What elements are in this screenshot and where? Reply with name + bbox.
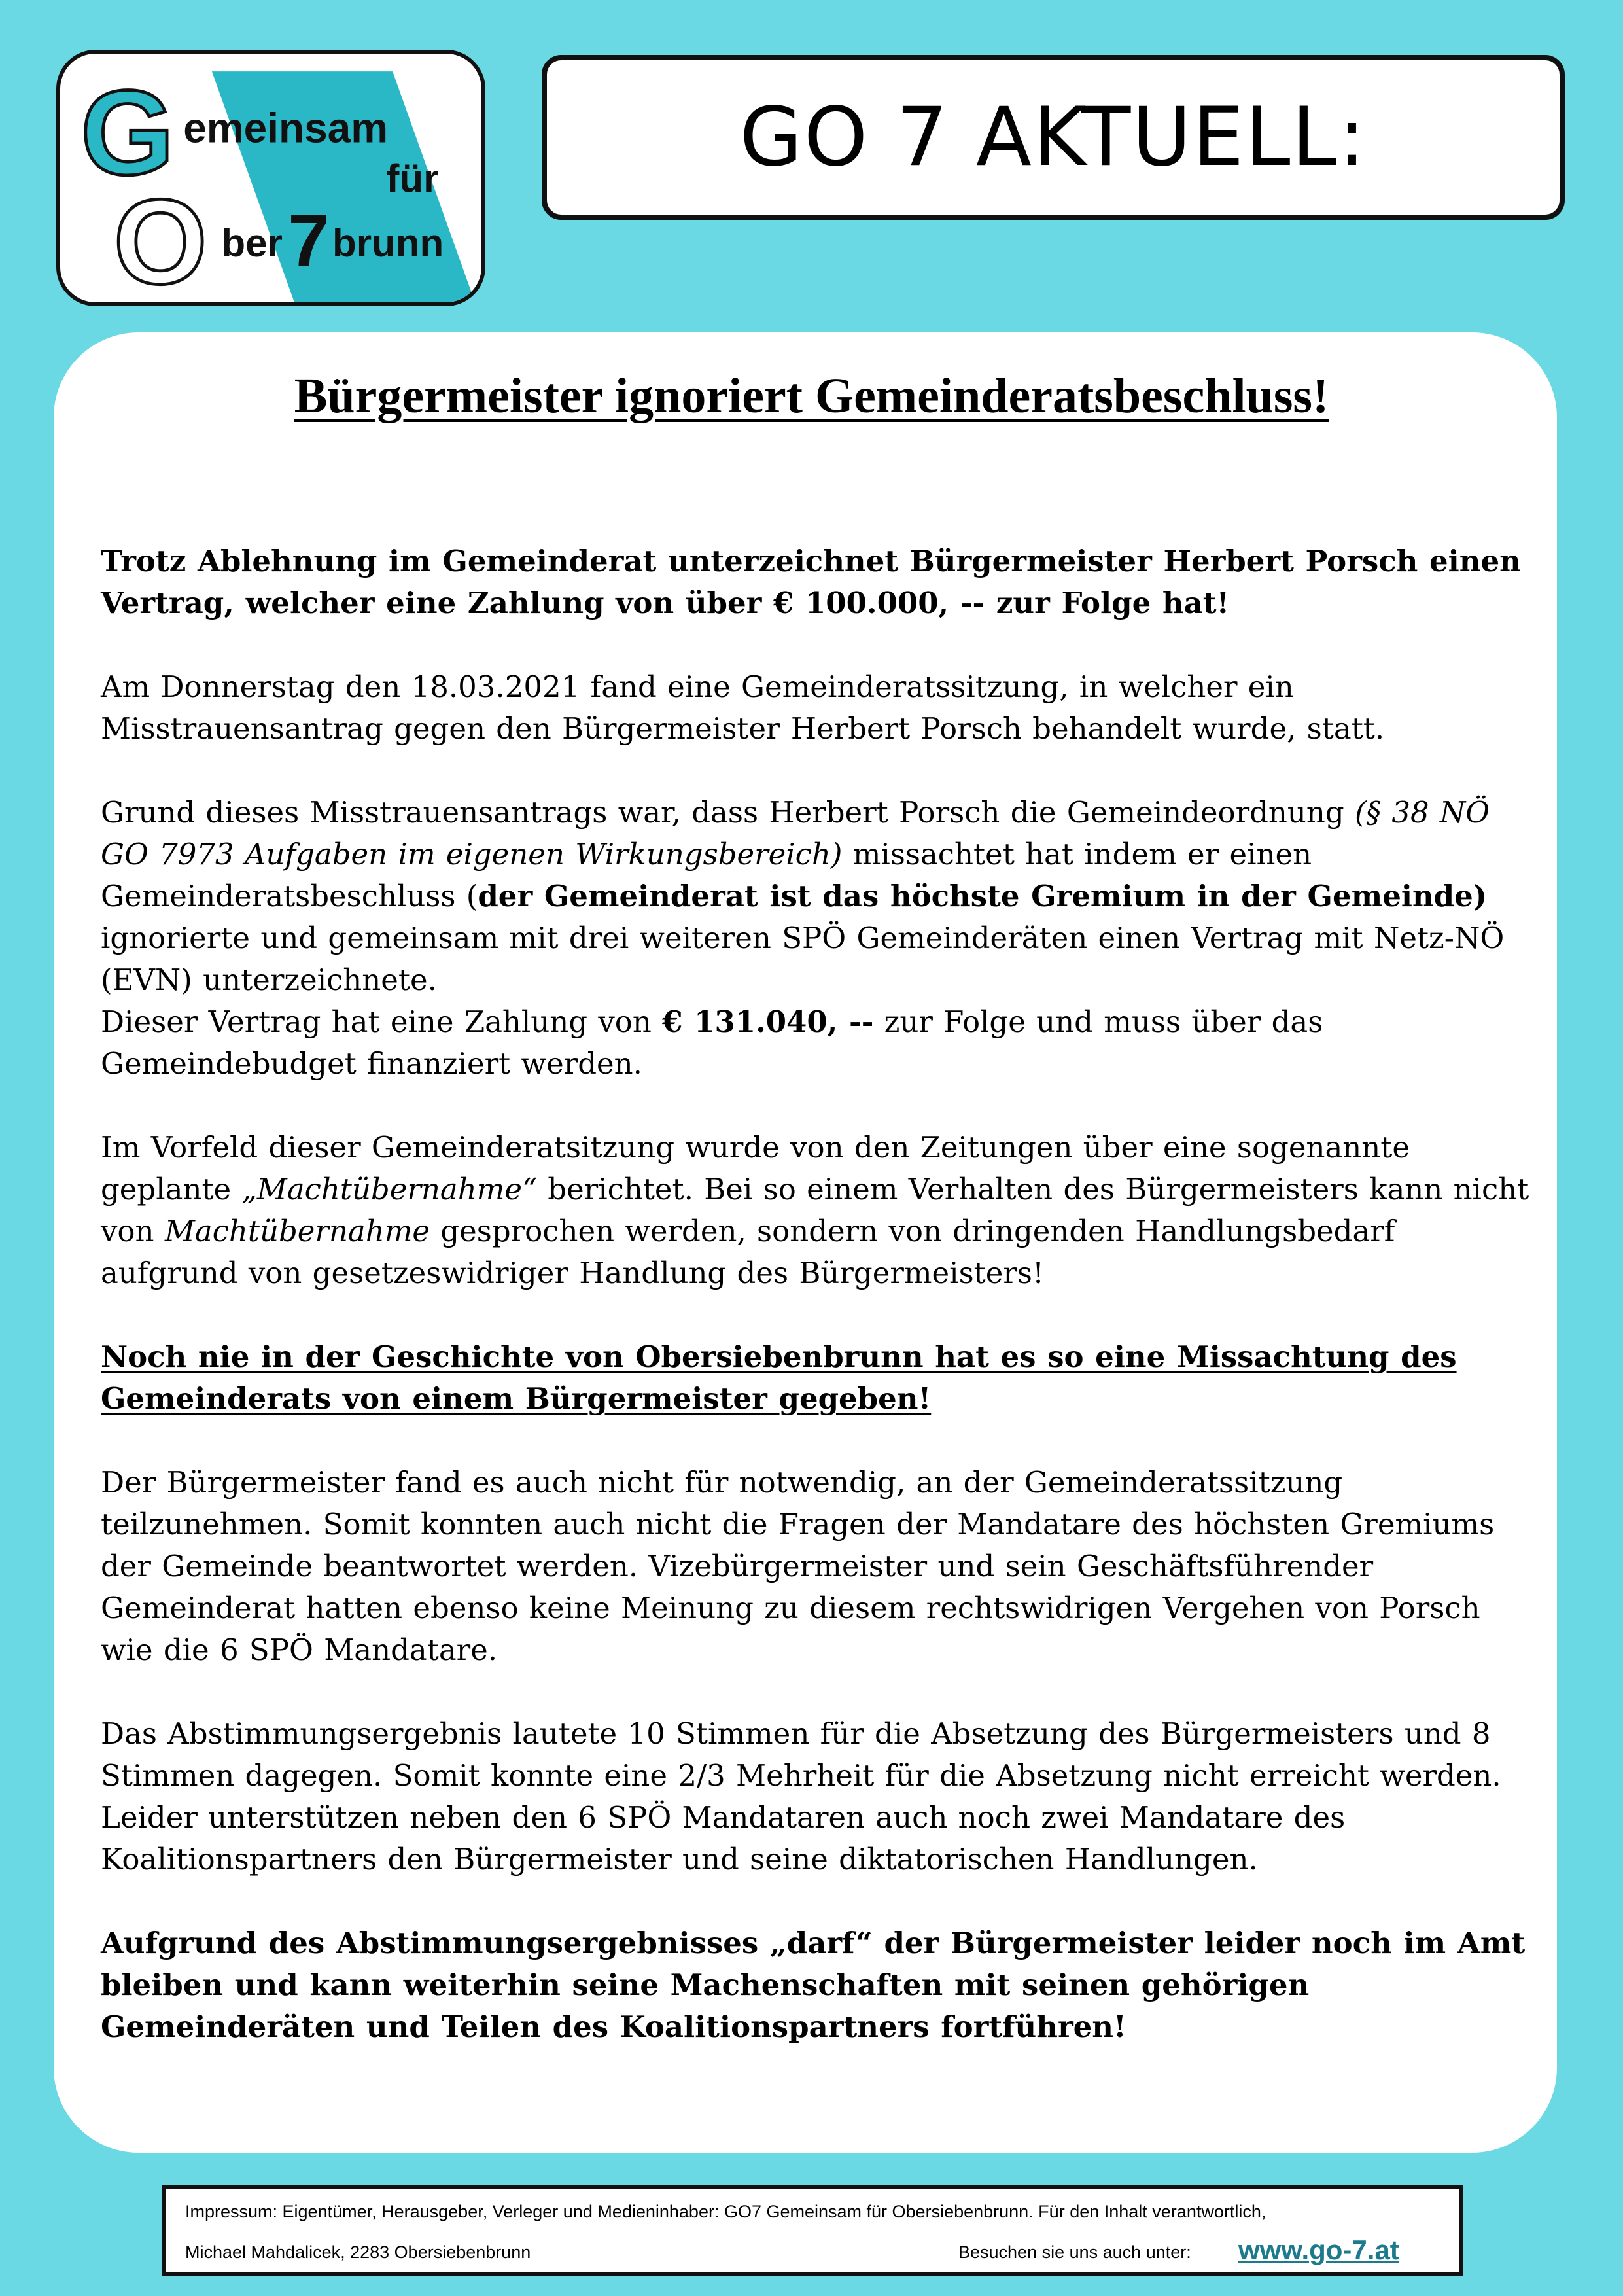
p2-text-a: Grund dieses Misstrauensantrags war, dass Herbert Porsch die Gemeindeordnung [101, 795, 1355, 830]
article-headline: Bürgermeister ignoriert Gemeinderatsbeschluss! [294, 368, 1329, 423]
p2-bold: der Gemeinderat ist das höchste Gremium in der Gemeinde) [478, 879, 1488, 913]
logo-line1: emeinsam [183, 104, 389, 152]
article-paragraph-5: Noch nie in der Geschichte von Obersiebenbrunn hat es so eine Missachtung des Gemeinderats von einem Bürgermeister gegeben! [101, 1339, 1457, 1416]
p4-italic-1: „Machtübernahme“ [241, 1172, 537, 1207]
p3-amount: € 131.040, -- [662, 1004, 874, 1039]
logo-seven: 7 [288, 198, 330, 283]
visit-label: Besuchen sie uns auch unter: [958, 2242, 1191, 2262]
article-paragraph-8: Aufgrund des Abstimmungsergebnisses „darf“ der Bürgermeister leider noch im Amt bleiben und kann weiterhin seine Machenschaften mit seinen gehörigen Gemeinderäten und Teilen des Koalitionspartners fortführen! [101, 1926, 1526, 2044]
logo-line3-post: brunn [332, 221, 444, 266]
logo-line3-pre: ber [221, 221, 283, 266]
impressum-line-1: Impressum: Eigentümer, Herausgeber, Verleger und Medieninhaber: GO7 Gemeinsam für Obersiebenbrunn. Für den Inhalt verantwortlich, [185, 2202, 1266, 2221]
logo-graphic [60, 54, 481, 302]
p3-text-a: Dieser Vertrag hat eine Zahlung von [101, 1004, 663, 1039]
go7-logo [56, 50, 485, 306]
page-title: GO 7 AKTUELL: [739, 90, 1367, 185]
header-box [542, 55, 1565, 220]
logo-letter-g: G [80, 65, 175, 201]
p2-italic: (§ 38 NÖ GO 7973 Aufgaben im eigenen Wirkungsbereich) [101, 795, 1490, 872]
p4-text-b: berichtet. Bei so einem Verhalten des Bürgermeisters kann nicht von [101, 1172, 1529, 1248]
p2-text-b: missachtet hat indem er einen Gemeinderatsbeschluss ( [101, 837, 1312, 913]
article-paragraph-6: Der Bürgermeister fand es auch nicht für notwendig, an der Gemeinderatssitzung teilzunehmen. Somit konnten auch nicht die Fragen der Mandatare des höchsten Gremiums der Gemeinde beantwortet werden. Vizebürgermeister und sein Geschäftsführender Gemeinderat hatten ebenso keine Meinung zu diesem rechtswidrigen Vergehen von Porsch wie die 6 SPÖ Mandatare. [101, 1465, 1495, 1667]
article-paragraph-1: Am Donnerstag den 18.03.2021 fand eine Gemeinderatssitzung, in welcher ein Misstrauensantrag gegen den Bürgermeister Herbert Porsch behandelt wurde, statt. [101, 669, 1385, 746]
p4-text-a: Im Vorfeld dieser Gemeinderatsitzung wurde von den Zeitungen über eine sogenannte geplante [101, 1130, 1410, 1207]
p2-text-c: ignorierte und gemeinsam mit drei weiteren SPÖ Gemeinderäten einen Vertrag mit Netz-NÖ (EVN) unterzeichnete. [101, 921, 1505, 997]
logo-line2: für [386, 156, 439, 201]
p4-italic-2: Machtübernahme [164, 1214, 430, 1248]
p4-text-c: gesprochen werden, sondern von dringenden Handlungsbedarf aufgrund von gesetzeswidriger Handlung des Bürgermeisters! [101, 1214, 1395, 1290]
article-paragraph-4 [101, 1127, 1533, 1294]
p3-text-b: zur Folge und muss über das Gemeindebudget finanziert werden. [101, 1004, 1323, 1081]
impressum-line-2: Michael Mahdalicek, 2283 Obersiebenbrunn [185, 2242, 531, 2262]
impressum-footer [162, 2185, 1463, 2276]
article-body [101, 540, 1533, 2090]
website-link[interactable]: www.go-7.at [1238, 2234, 1399, 2265]
article-lead: Trotz Ablehnung im Gemeinderat unterzeichnet Bürgermeister Herbert Porsch einen Vertrag, welcher eine Zahlung von über € 100.000, -- zur Folge hat! [101, 544, 1521, 620]
article-paragraph-2 [101, 792, 1533, 1001]
article-paragraph-3 [101, 1001, 1533, 1085]
article-paragraph-7: Das Abstimmungsergebnis lautete 10 Stimmen für die Absetzung des Bürgermeisters und 8 Stimmen dagegen. Somit konnte eine 2/3 Mehrheit für die Absetzung nicht erreicht werden. Leider unterstützen neben den 6 SPÖ Mandataren auch noch zwei Mandatare des Koalitionspartners den Bürgermeister und seine diktatorischen Handlungen. [101, 1716, 1501, 1877]
logo-letter-o: O [113, 174, 207, 302]
